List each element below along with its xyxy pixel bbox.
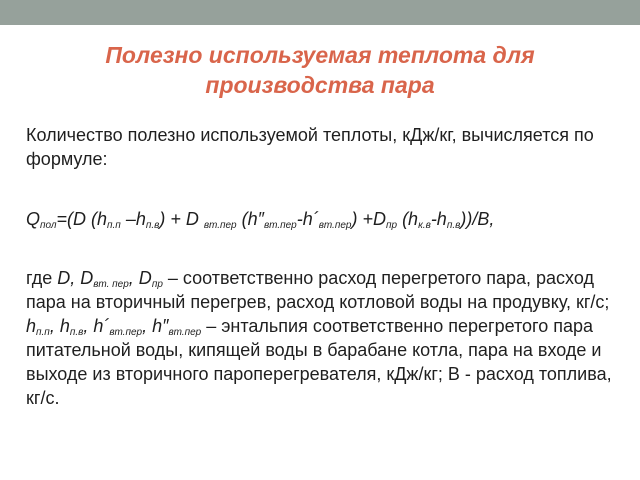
description-paragraph [26,266,626,410]
title-line-1: Полезно используемая теплота для [105,42,535,68]
formula-subscript: п.п [107,220,121,231]
desc-text: – энтальпия соответственно перегретого пара питательной воды, кипящей воды в барабане котла, пара на входе и выходе из вторичного пароперегревателя, кДж/кг; В - расход топлива, кг/с. [26,316,612,408]
intro-paragraph: Количество полезно используемой теплоты, кДж/кг, вычисляется по формуле: [26,125,594,169]
desc-variable: D, D [57,268,94,288]
formula-part: Q [26,209,41,229]
desc-subscript: вт.пер [109,327,143,338]
desc-variable: , h [49,316,70,336]
formula-subscript: вт.пер [203,220,237,231]
formula-subscript: пол [40,220,57,231]
formula-subscript: вт.пер [264,220,297,231]
desc-subscript: п.п [36,327,50,338]
formula [26,207,626,231]
desc-variable: , D [128,268,152,288]
desc-variable: , h″ [142,316,169,336]
formula-subscript: п.в [145,220,160,231]
formula-subscript: п.в [446,220,461,231]
formula-part: ) + D [159,209,204,229]
formula-part: –h [120,209,146,229]
formula-subscript: пр [385,220,398,231]
desc-text: где [26,268,58,288]
formula-part: (h [397,209,419,229]
desc-text: – соответственно расход перегретого пара, расход пара на вторичный перегрев, расход котловой воды на продувку, кг/с; [26,268,610,312]
formula-part: -h [430,209,447,229]
title-line-2: производства пара [205,72,435,98]
formula-part: =(D (h [56,209,108,229]
formula-part: ))/B, [460,209,495,229]
formula-subscript: к.в [418,220,431,231]
desc-subscript: вт. пер [93,279,129,290]
top-bar [0,0,640,25]
slide-title [30,40,610,100]
desc-subscript: п.в [69,327,84,338]
formula-part: -h´ [296,209,319,229]
desc-subscript: пр [151,279,163,290]
desc-subscript: вт.пер [168,327,202,338]
desc-variable: , h´ [83,316,110,336]
formula-part: ) +D [351,209,386,229]
formula-part: (h″ [236,209,264,229]
desc-variable: h [26,316,37,336]
formula-subscript: вт.пер [318,220,352,231]
